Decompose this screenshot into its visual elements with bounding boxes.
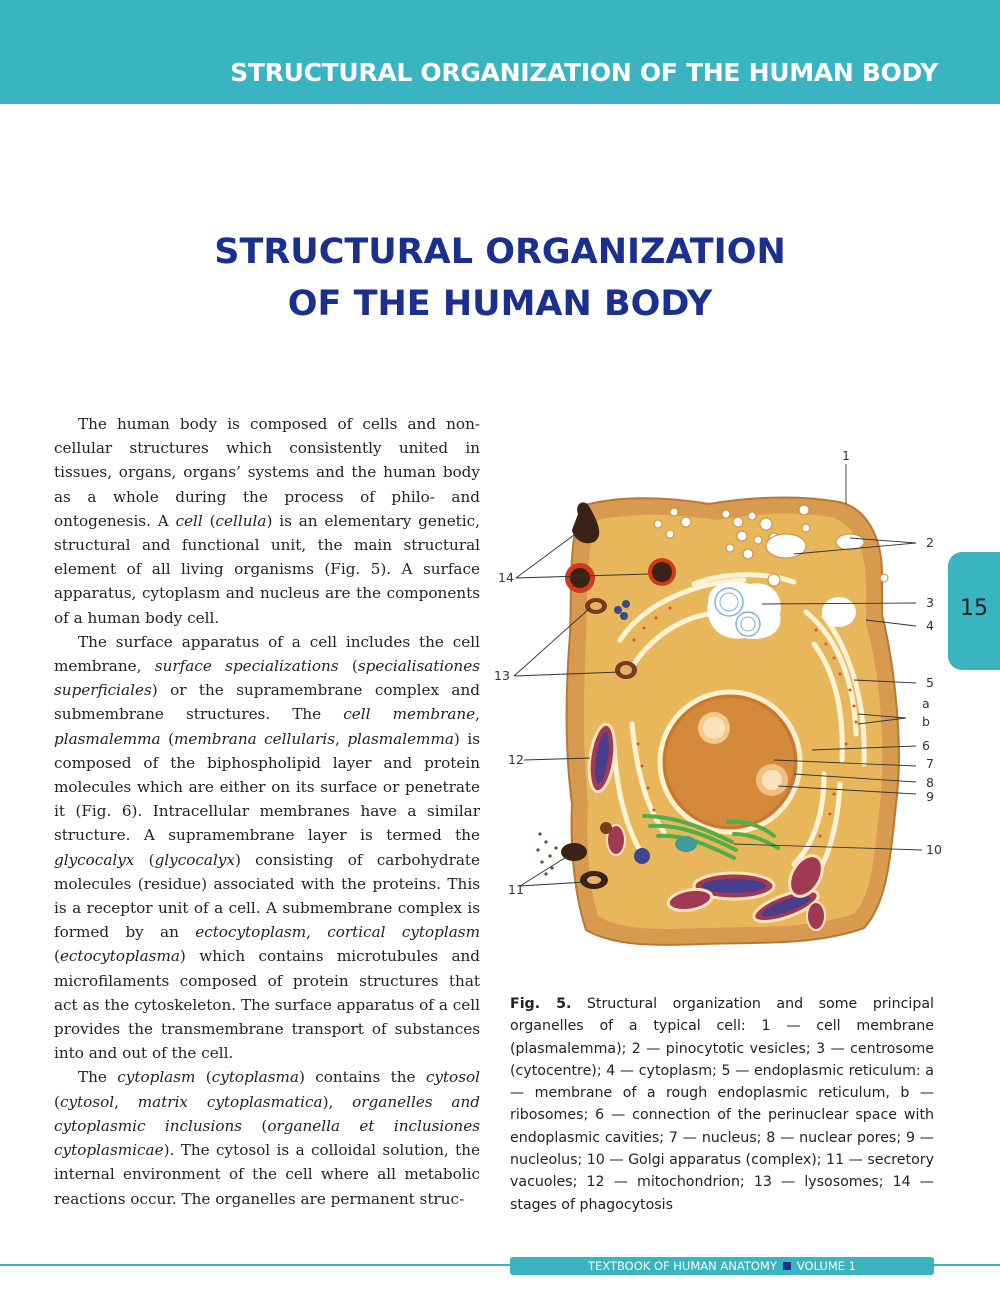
figure-label: 3: [926, 595, 934, 610]
figure-label: b: [922, 714, 930, 729]
square-icon: [783, 1262, 791, 1270]
figure-label: 6: [922, 738, 930, 753]
paragraph: The surface apparatus of a cell includes the cell membrane, surface specializations (specialisationes superficiales) or the supramembrane complex and submembrane structures. The cell membrane, plasmalemma (membrana cellularis, plasmalemma) is composed of the biphospholipid layer and protein molecules which are either on its surface or penetrate it (Fig. 6). Intracellular membranes have a similar structure. A supramembrane layer is termed the glycocalyx (glycocalyx) consisting of carbohydrate molecules (residue) associated with the proteins. This is a receptor unit of a cell. A submembrane complex is formed by an ectocytoplasm, cortical cytoplasm (ectocytoplasma) which contains microtubules and microfilaments composed of protein structures that act as the cytoskeleton. The surface apparatus of a cell provides the transmembrane transport of substances into and out of the cell.: [54, 632, 481, 1063]
footer-book-title: TEXTBOOK OF HUMAN ANATOMY: [587, 1259, 777, 1273]
cell-diagram: [494, 444, 954, 984]
body-text: [54, 412, 480, 1211]
header-band: [0, 0, 1000, 104]
running-title: STRUCTURAL ORGANIZATION OF THE HUMAN BODY: [230, 58, 938, 87]
figure-label: 9: [926, 789, 934, 804]
figure-label: 1: [842, 448, 850, 463]
cell-figure: [494, 444, 954, 984]
figure-label: a: [922, 696, 930, 711]
figure-label: 8: [926, 775, 934, 790]
figure-label: 10: [926, 842, 942, 857]
paragraph: The human body is composed of cells and non-cellular structures which consistently united in tissues, organs, organs’ systems and the human body as a whole during the process of philo- and ontogenesis. A cell (cellula) is an elementary genetic, structural and functional unit, the main structural element of all living organisms (Fig. 5). A surface apparatus, cytoplasm and nucleus are the components of a human body cell.: [54, 415, 480, 627]
figure-label: 13: [494, 668, 510, 683]
vesicle-large: [822, 597, 856, 627]
figure-label: 4: [926, 618, 934, 633]
golgi-vesicle: [675, 836, 697, 852]
figure-label: 12: [508, 752, 524, 767]
page-number: 15: [960, 596, 988, 621]
caption-text: Structural organization and some principal organelles of a typical cell: 1 — cell membrane (plasmalemma); 2 — pinocytotic vesicles; 3 — centrosome (cytocentre); 4 — cytoplasm; 5 — endoplasmic reticulum: a — membrane of a rough endoplasmic reticulum, b — ribosomes; 6 — connection of the perinuclear space with endoplasmic cavities; 7 — nucleus; 8 — nuclear pores; 9 — nucleolus; 10 — Golgi apparatus (complex); 11 — secretory vacuoles; 12 — mitochondrion; 13 — lysosomes; 14 — stages of phagocytosis: [510, 996, 934, 1213]
figure-caption: [510, 993, 934, 1216]
centrosome: [707, 582, 780, 639]
figure-label: 7: [926, 756, 934, 771]
figure-label: 2: [926, 535, 934, 550]
paragraph: The cytoplasm (cytoplasma) contains the cytosol (cytosol, matrix cytoplasmatica), organelles and cytoplasmic inclusions (organella et inclusiones cytoplasmicae). The cytosol is a colloidal solution, the internal environment of the cell where all metabolic reactions occur. The organelles are permanent struc-: [54, 1068, 480, 1208]
chapter-title-line2: OF THE HUMAN BODY: [287, 284, 713, 324]
footer-bar: [510, 1257, 934, 1275]
footer-volume: VOLUME 1: [796, 1259, 857, 1273]
chapter-title-line1: STRUCTURAL ORGANIZATION: [214, 232, 786, 272]
figure-label: 11: [508, 882, 524, 897]
figure-label: 14: [498, 570, 514, 585]
caption-label: Fig. 5.: [510, 996, 572, 1012]
figure-label: 5: [926, 675, 934, 690]
nucleus: [660, 692, 800, 832]
